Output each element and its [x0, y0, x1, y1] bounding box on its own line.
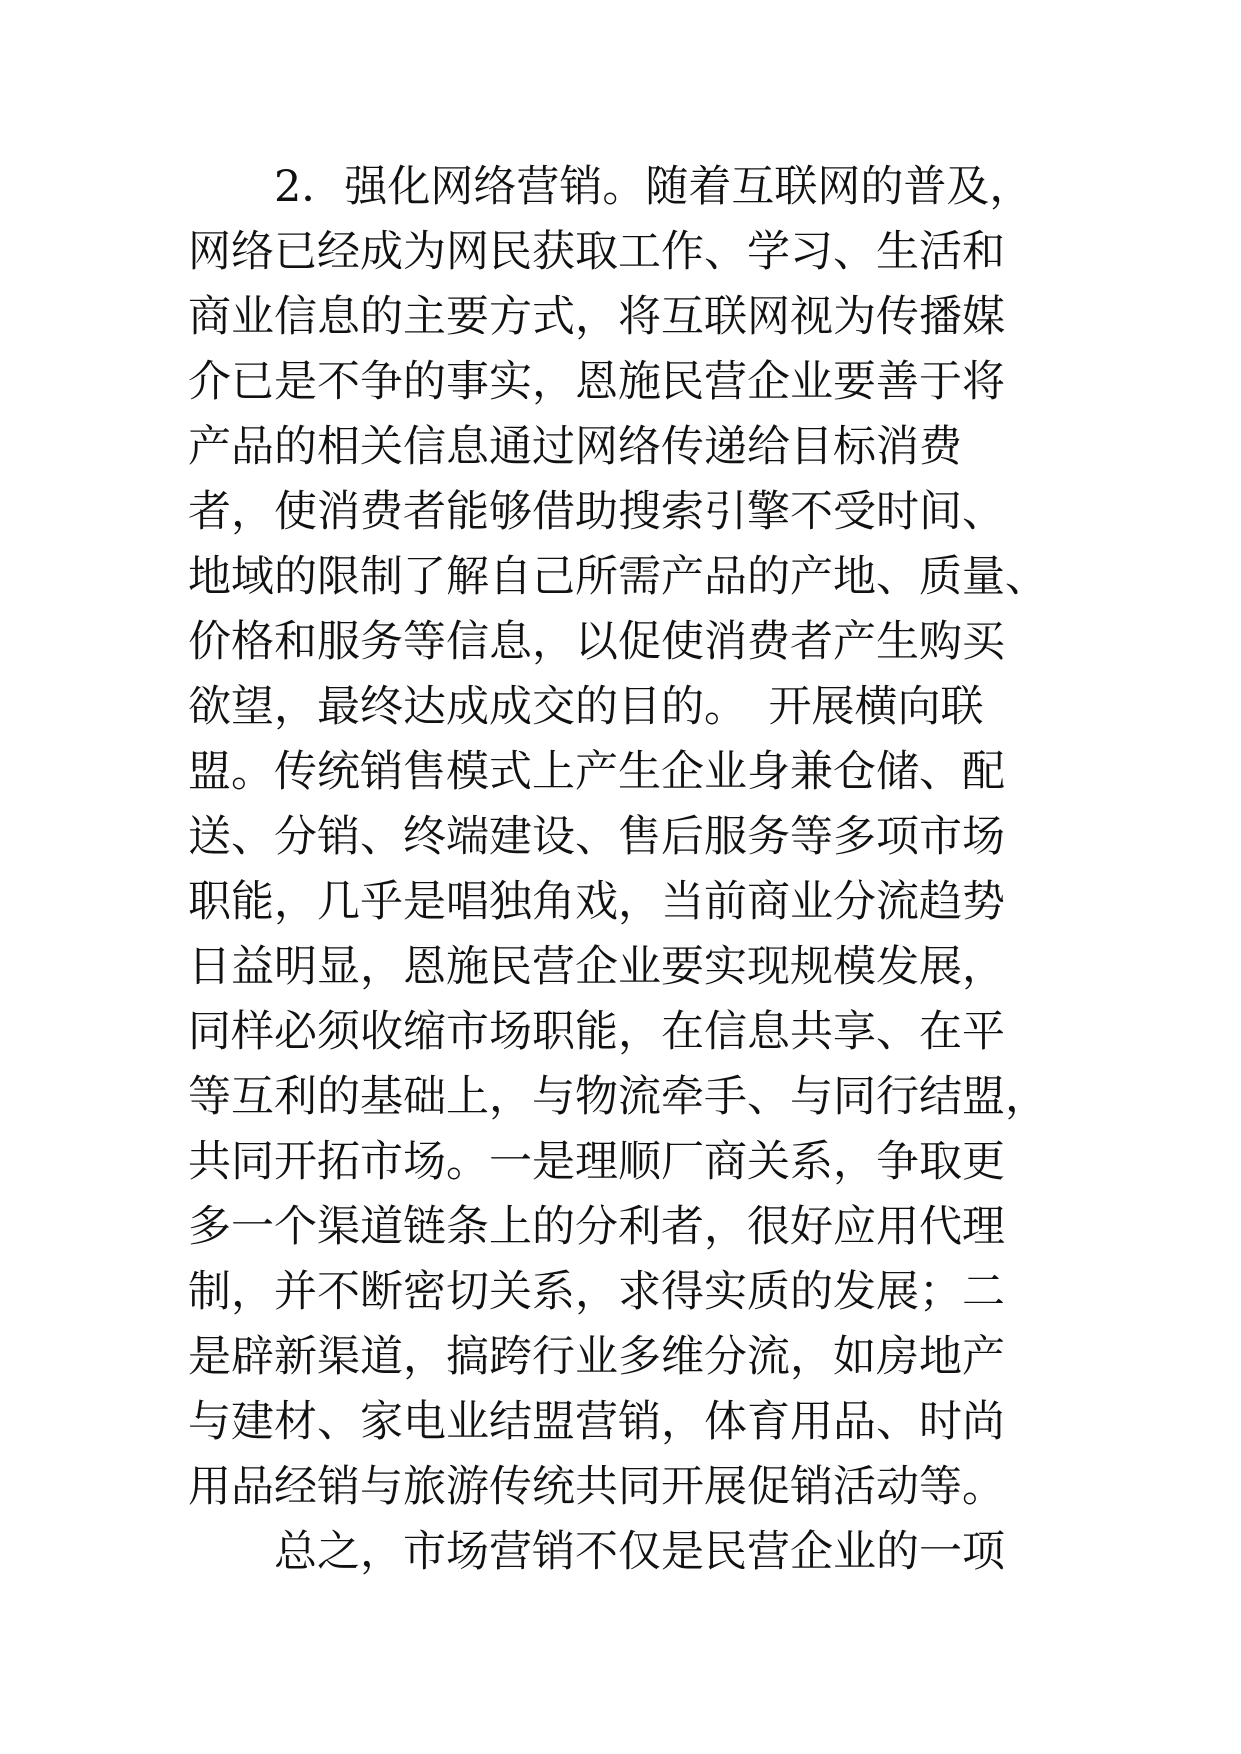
- paragraph-line: 商业信息的主要方式，将互联网视为传播媒: [188, 292, 1005, 342]
- paragraph-line: 价格和服务等信息，以促使消费者产生购买: [188, 617, 1005, 667]
- paragraph-line: 日益明显，恩施民营企业要实现规模发展，: [188, 942, 1005, 992]
- paragraph-line: 用品经销与旅游传统共同开展促销活动等。: [188, 1462, 1005, 1512]
- paragraph-line: 等互利的基础上，与物流牵手、与同行结盟，: [188, 1072, 1048, 1122]
- paragraph-line: 产品的相关信息通过网络传递给目标消费: [188, 422, 962, 472]
- paragraph-line: 地域的限制了解自己所需产品的产地、质量、: [188, 552, 1048, 602]
- paragraph-line: 欲望，最终达成成交的目的。 开展横向联: [188, 682, 984, 732]
- paragraph-line: 总之，市场营销不仅是民营企业的一项: [274, 1527, 1005, 1577]
- paragraph-line: 2．强化网络营销。随着互联网的普及，: [274, 162, 1033, 212]
- paragraph-line: 是辟新渠道，搞跨行业多维分流，如房地产: [188, 1332, 1005, 1382]
- body-text: [188, 155, 1068, 1585]
- paragraph-line: 盟。传统销售模式上产生企业身兼仓储、配: [188, 747, 1005, 797]
- paragraph-line: 同样必须收缩市场职能，在信息共享、在平: [188, 1007, 1005, 1057]
- paragraph-line: 职能，几乎是唱独角戏，当前商业分流趋势: [188, 877, 1005, 927]
- paragraph-line: 共同开拓市场。一是理顺厂商关系，争取更: [188, 1137, 1005, 1187]
- paragraph-line: 多一个渠道链条上的分利者，很好应用代理: [188, 1202, 1005, 1252]
- paragraph-line: 制，并不断密切关系，求得实质的发展；二: [188, 1267, 1005, 1317]
- paragraph-line: 者，使消费者能够借助搜索引擎不受时间、: [188, 487, 1005, 537]
- paragraph-line: 送、分销、终端建设、售后服务等多项市场: [188, 812, 1005, 862]
- paragraph-line: 网络已经成为网民获取工作、学习、生活和: [188, 227, 1005, 277]
- paragraph-line: 介已是不争的事实，恩施民营企业要善于将: [188, 357, 1005, 407]
- paragraph-line: 与建材、家电业结盟营销，体育用品、时尚: [188, 1397, 1005, 1447]
